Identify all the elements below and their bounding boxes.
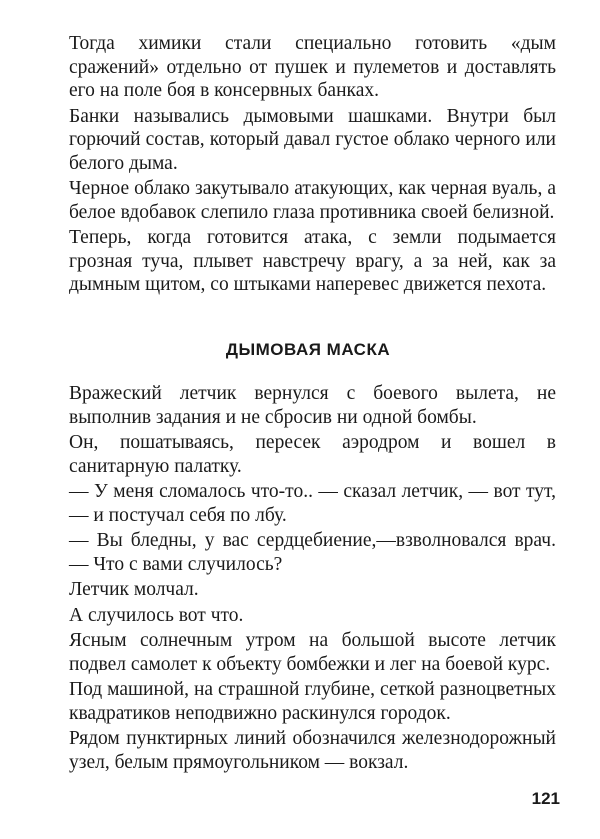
paragraph: Летчик молчал. — [69, 579, 199, 600]
paragraph: Он, пошатываясь, пересек аэродром и вошел в санитарную палатку. — [69, 432, 556, 477]
paragraph: А случилось вот что. — [69, 604, 244, 626]
section-smoke-mask — [69, 382, 556, 776]
paragraph: Рядом пунктирных линий обозначился железнодорожный узел, белым прямоугольником — вокзал. — [69, 728, 556, 773]
paragraph: — У меня сломалось что-то.. — сказал летчик, — вот тут, — и постучал себя по лбу. — [69, 481, 556, 526]
paragraph: Черное облако закутывало атакующих, как черная вуаль, а белое вдобавок слепило глаза противника своей белизной. — [69, 178, 556, 223]
paragraph: Вражеский летчик вернулся с боевого вылета, не выполнив задания и не сбросив ни одной бомбы. — [69, 383, 556, 428]
paragraph: — Вы бледны, у вас сердцебиение,—взволновался врач. — Что с вами случилось? — [69, 530, 556, 575]
paragraph: Ясным солнечным утром на большой высоте летчик подвел самолет к объекту бомбежки и лег на боевой курс. — [69, 630, 556, 675]
paragraph: Тогда химики стали специально готовить «дым сражений» отдельно от пушек и пулеметов и доставлять его на поле боя в консервных банках. — [69, 33, 556, 101]
paragraph: Банки назывались дымовыми шашками. Внутри был горючий состав, который давал густое облако черного или белого дыма. — [69, 105, 556, 174]
paragraph: Под машиной, на страшной глубине, сеткой разноцветных квадратиков неподвижно раскинулся городок. — [69, 679, 556, 724]
page-number: 121 — [531, 789, 560, 808]
paragraph: Теперь, когда готовится атака, с земли подымается грозная туча, плывет навстречу врагу, а за ней, как за дымным щитом, со штыками наперевес движется пехота. — [69, 227, 556, 295]
section-smoke-bombs — [69, 32, 556, 299]
section-heading: ДЫМОВАЯ МАСКА — [225, 340, 391, 359]
